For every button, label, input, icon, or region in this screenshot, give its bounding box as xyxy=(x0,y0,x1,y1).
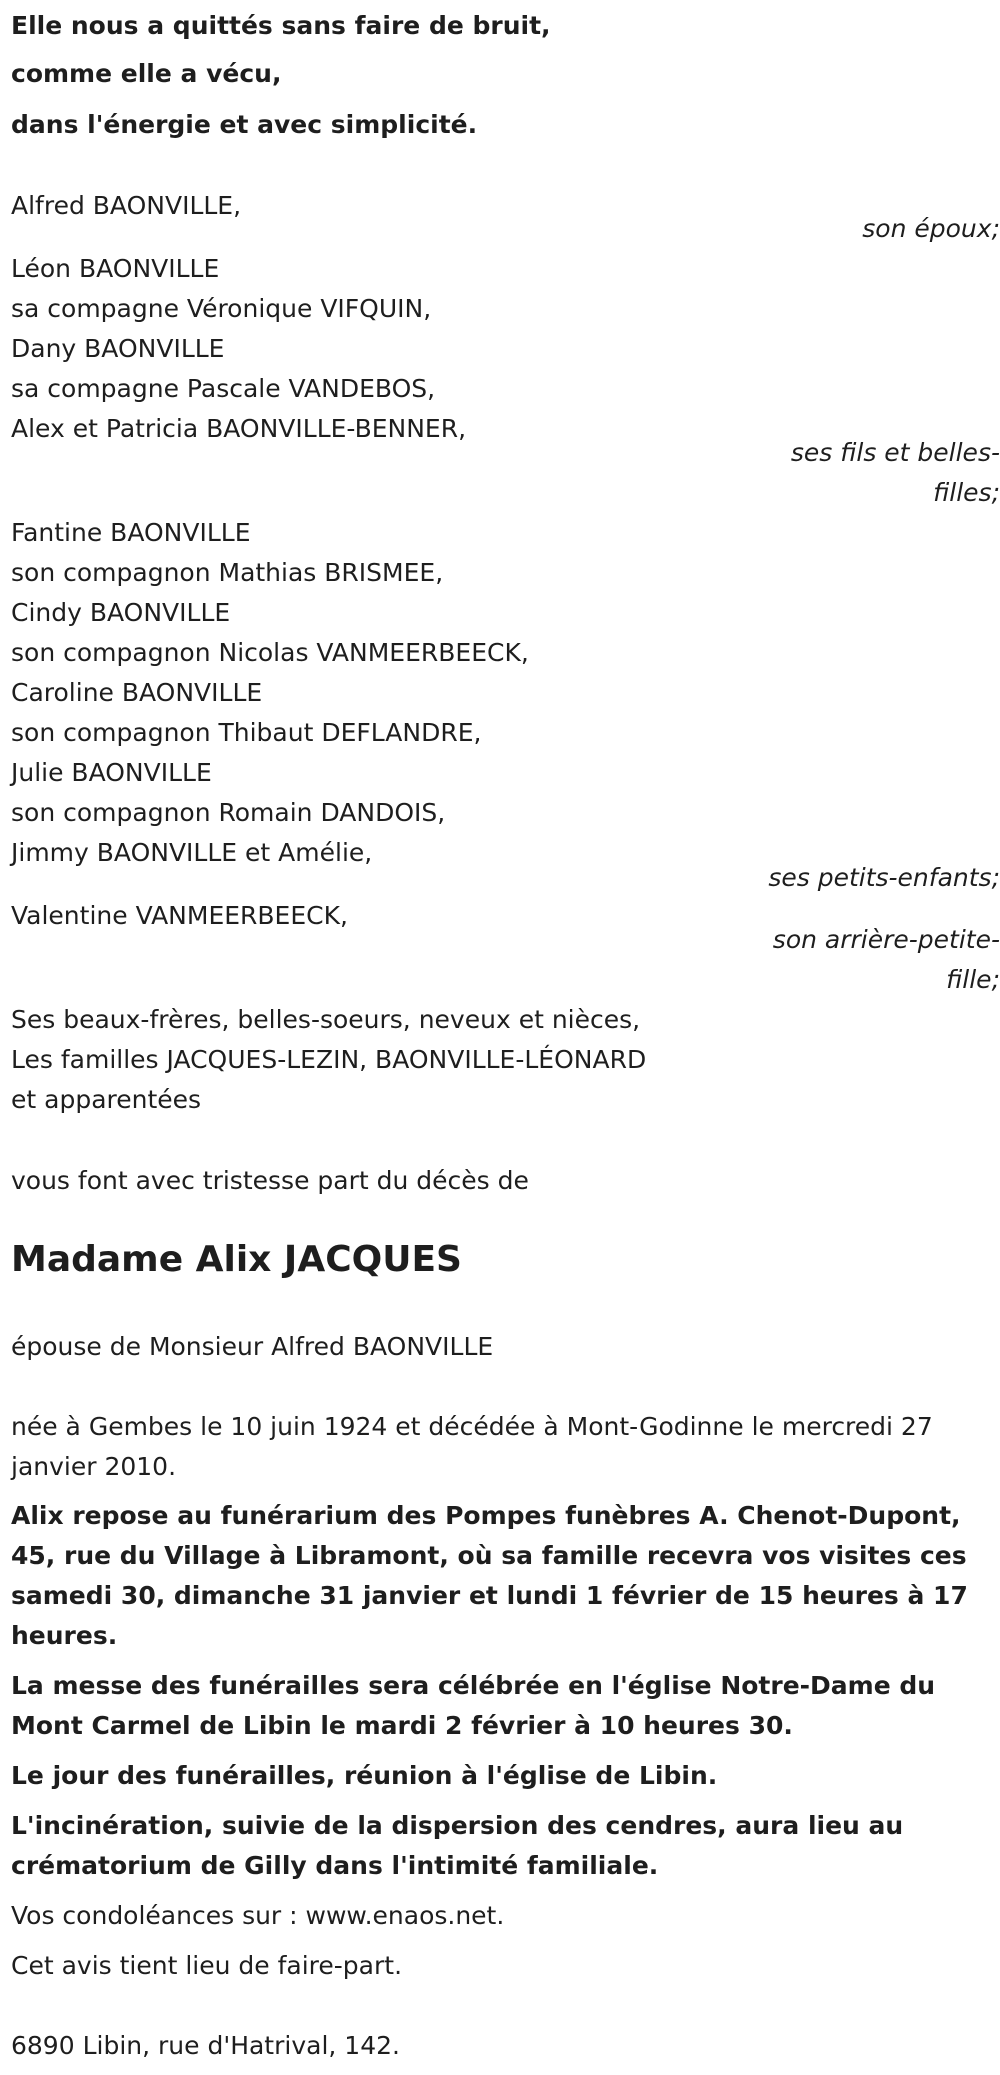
address-line: 6890 Libin, rue d'Hatrival, 142. xyxy=(11,2031,400,2060)
mass-line: La messe des funérailles sera célébrée en l'église Notre-Dame du xyxy=(11,1671,936,1700)
grandchildren-line: son compagnon Nicolas VANMEERBEECK, xyxy=(11,638,529,667)
meeting-line: Le jour des funérailles, réunion à l'église de Libin. xyxy=(11,1761,718,1790)
announcement: vous font avec tristesse part du décès de xyxy=(11,1166,529,1195)
grandchildren-line: Jimmy BAONVILLE et Amélie, xyxy=(11,838,373,867)
grandchildren-line: son compagnon Mathias BRISMEE, xyxy=(11,558,444,587)
children-line: Dany BAONVILLE xyxy=(11,334,225,363)
spouse-role: son époux; xyxy=(862,214,1000,243)
intro-line-2: comme elle a vécu, xyxy=(11,59,282,88)
great-grandchild-name: Valentine VANMEERBEECK, xyxy=(11,901,348,930)
grandchildren-line: Cindy BAONVILLE xyxy=(11,598,231,627)
children-line: sa compagne Véronique VIFQUIN, xyxy=(11,294,432,323)
relatives-line: Ses beaux-frères, belles-soeurs, neveux et nièces, xyxy=(11,1005,641,1034)
condolences-line: Vos condoléances sur : www.enaos.net. xyxy=(11,1901,505,1930)
children-role-line-2: filles; xyxy=(933,478,1000,507)
grandchildren-line: Julie BAONVILLE xyxy=(11,758,212,787)
children-role-line-1: ses fils et belles- xyxy=(790,438,1000,467)
deceased-name: Madame Alix JACQUES xyxy=(11,1239,462,1280)
intro-line-3: dans l'énergie et avec simplicité. xyxy=(11,110,478,139)
rest-place-line: samedi 30, dimanche 31 janvier et lundi 1 février de 15 heures à 17 xyxy=(11,1581,968,1610)
great-grandchild-role-line-2: fille; xyxy=(946,965,1000,994)
cremation-line: L'incinération, suivie de la dispersion des cendres, aura lieu au xyxy=(11,1811,904,1840)
children-line: Léon BAONVILLE xyxy=(11,254,220,283)
relatives-line: et apparentées xyxy=(11,1085,202,1114)
grandchildren-role: ses petits-enfants; xyxy=(768,863,1000,892)
grandchildren-line: son compagnon Romain DANDOIS, xyxy=(11,798,446,827)
notice-line: Cet avis tient lieu de faire-part. xyxy=(11,1951,403,1980)
birth-death-line-2: janvier 2010. xyxy=(11,1452,177,1481)
rest-place-line: 45, rue du Village à Libramont, où sa famille recevra vos visites ces xyxy=(11,1541,967,1570)
children-line: sa compagne Pascale VANDEBOS, xyxy=(11,374,436,403)
intro-line-1: Elle nous a quittés sans faire de bruit, xyxy=(11,11,551,40)
rest-place-line: Alix repose au funérarium des Pompes funèbres A. Chenot-Dupont, xyxy=(11,1501,961,1530)
great-grandchild-role-line-1: son arrière-petite- xyxy=(772,925,1000,954)
mass-line: Mont Carmel de Libin le mardi 2 février à 10 heures 30. xyxy=(11,1711,793,1740)
children-line: Alex et Patricia BAONVILLE-BENNER, xyxy=(11,414,467,443)
spouse-name: Alfred BAONVILLE, xyxy=(11,191,242,220)
birth-death-line-1: née à Gembes le 10 juin 1924 et décédée à Mont-Godinne le mercredi 27 xyxy=(11,1412,933,1441)
rest-place-line: heures. xyxy=(11,1621,118,1650)
grandchildren-line: Fantine BAONVILLE xyxy=(11,518,251,547)
cremation-line: crématorium de Gilly dans l'intimité familiale. xyxy=(11,1851,659,1880)
grandchildren-line: Caroline BAONVILLE xyxy=(11,678,263,707)
grandchildren-line: son compagnon Thibaut DEFLANDRE, xyxy=(11,718,482,747)
spouse-of: épouse de Monsieur Alfred BAONVILLE xyxy=(11,1332,494,1361)
relatives-line: Les familles JACQUES-LEZIN, BAONVILLE-LÉONARD xyxy=(11,1045,647,1074)
